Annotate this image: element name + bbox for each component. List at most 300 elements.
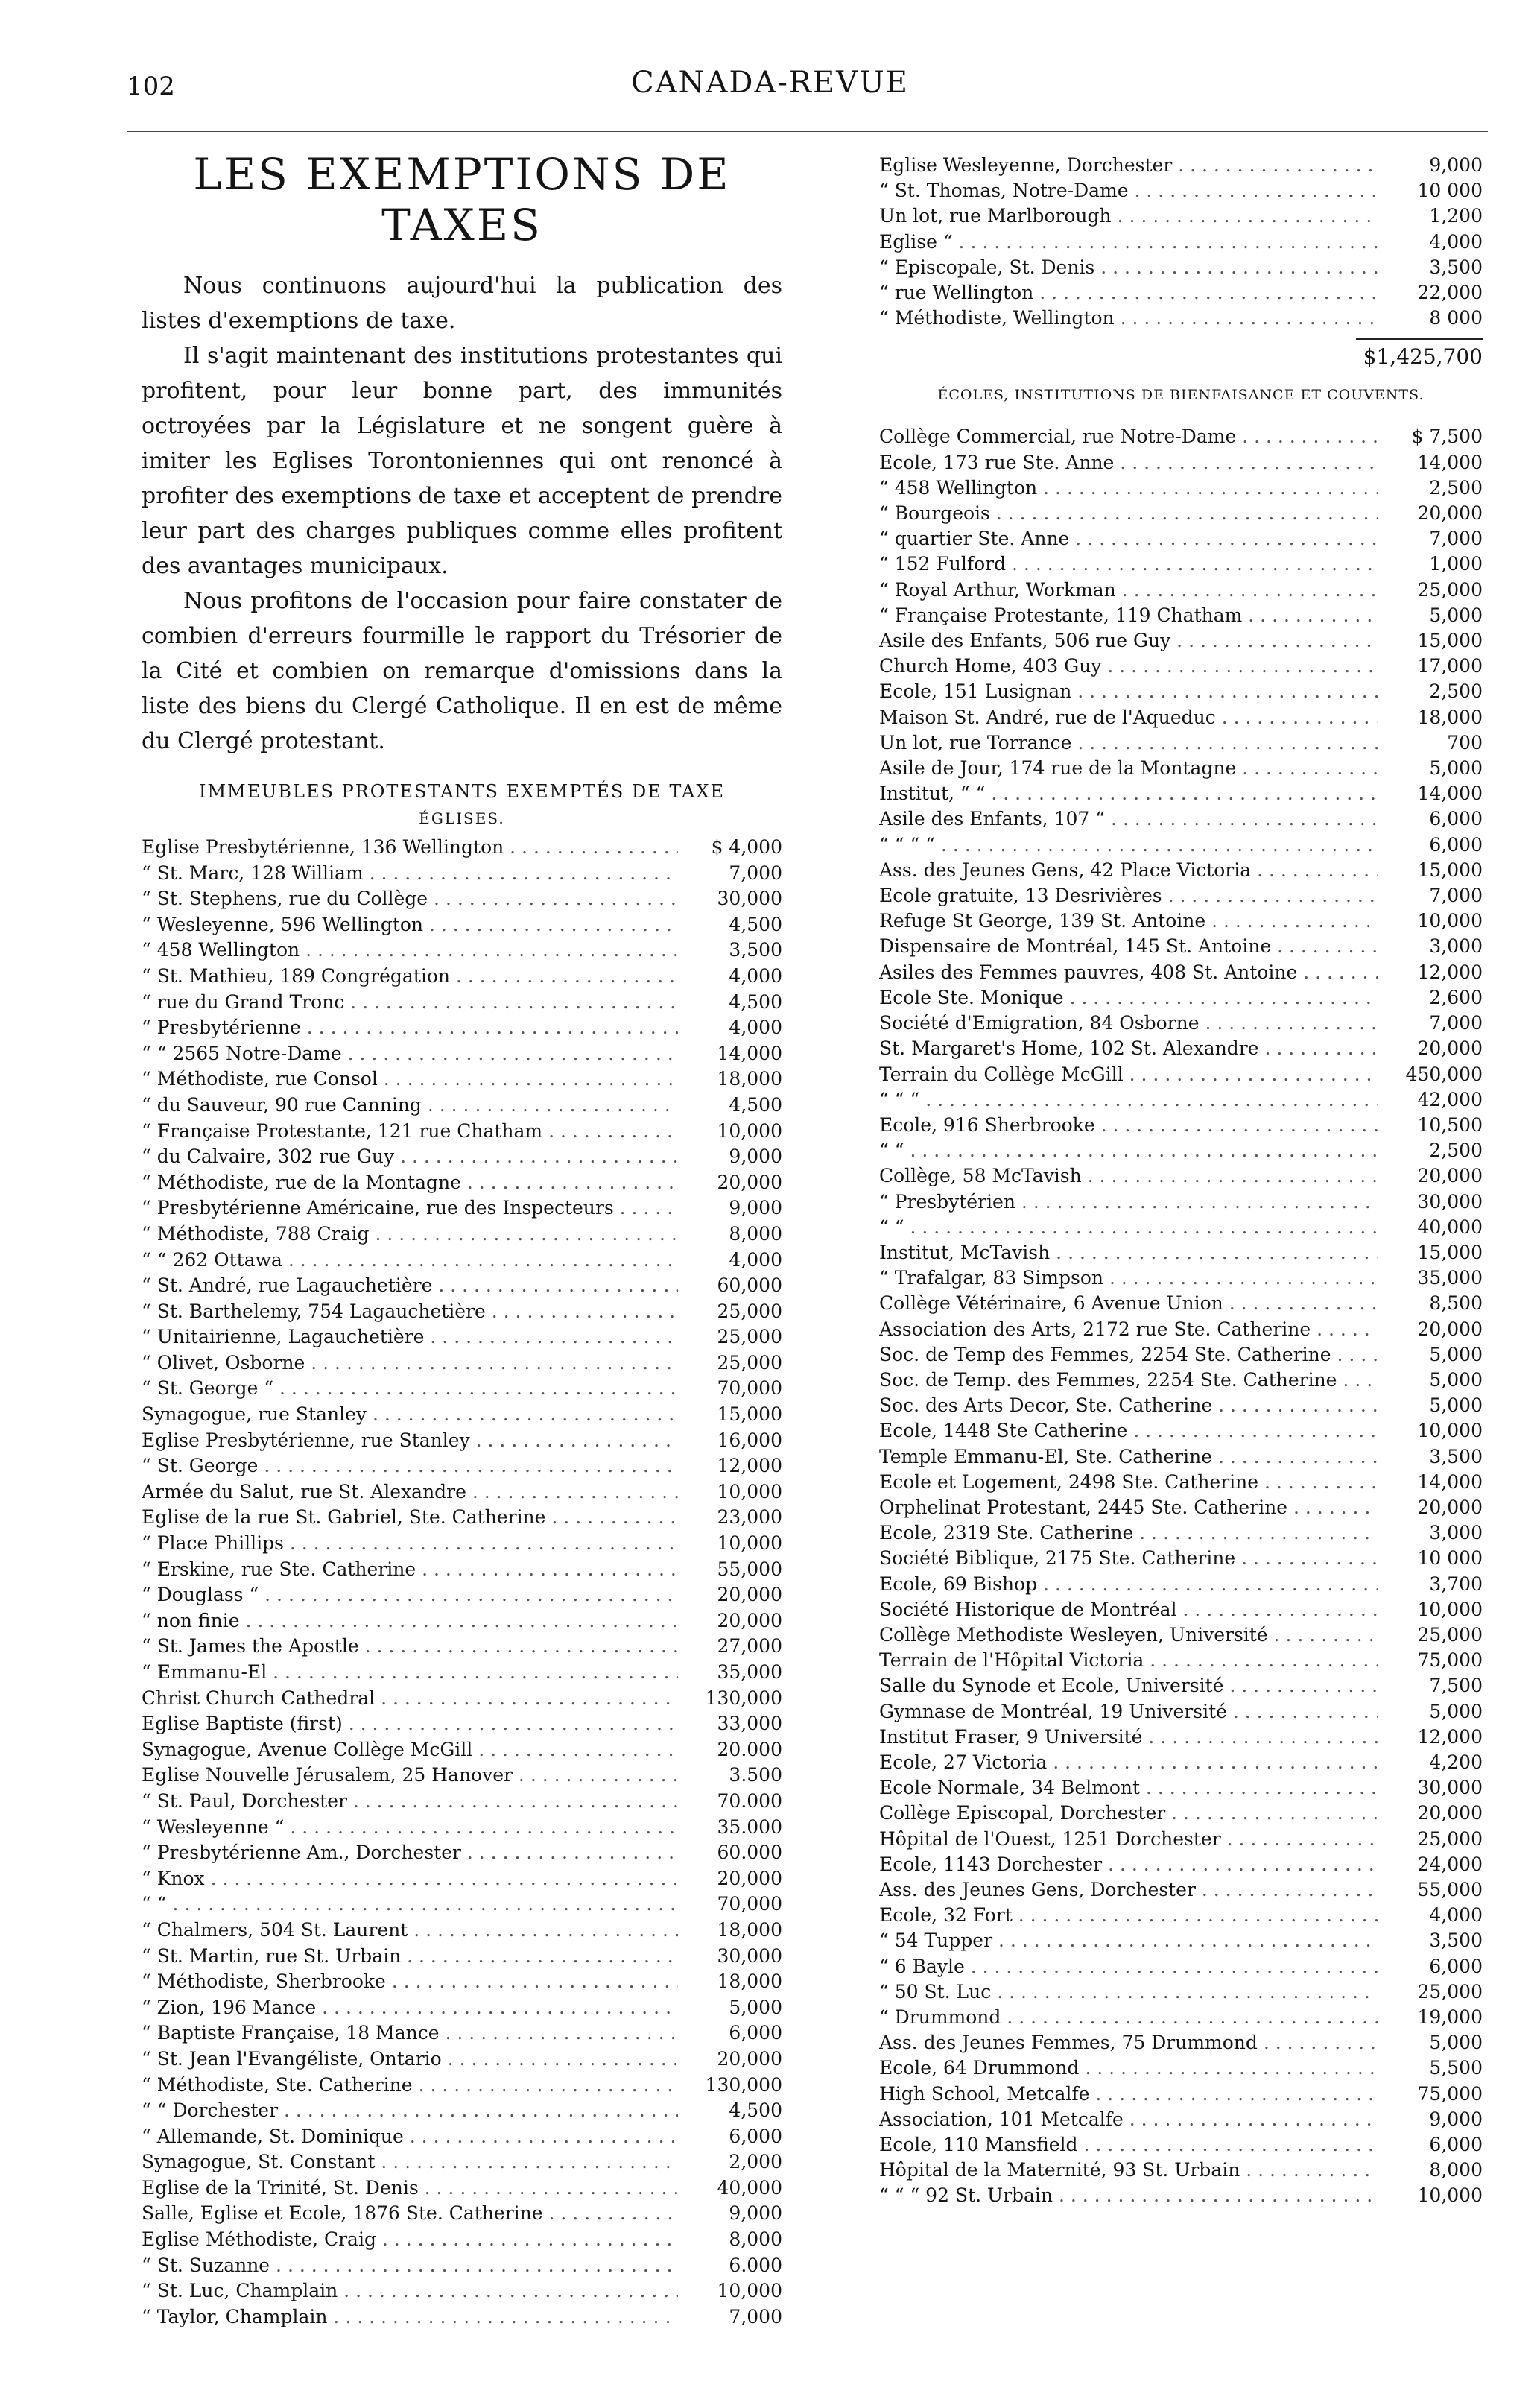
item-name: “ Bourgeois . . .	[879, 501, 1378, 526]
list-item	[879, 1036, 1483, 1061]
item-name: “ 50 St. Luc . . .	[879, 1979, 1378, 2005]
item-amount: 55,000	[1417, 1879, 1483, 1900]
item-amount: 20.000	[717, 1738, 782, 1760]
list-item	[142, 938, 782, 964]
schools-list	[879, 424, 1483, 2208]
item-name: Eglise Nouvelle Jérusalem, 25 Hanover . . .	[142, 1763, 678, 1789]
item-name: Eglise de la rue St. Gabriel, Ste. Catherine . . .	[142, 1505, 678, 1531]
item-name: “ du Calvaire, 302 rue Guy . . .	[142, 1144, 678, 1170]
item-name: Salle du Synode et Ecole, Université . . .	[879, 1673, 1378, 1698]
list-item	[879, 1011, 1483, 1036]
item-amount: 1,000	[1429, 553, 1483, 575]
item-name: “ “ “ 92 St. Urbain . . .	[879, 2183, 1378, 2208]
item-amount: 10,000	[717, 1119, 782, 1142]
item-name: Ecole, 110 Mansfield . . .	[879, 2132, 1378, 2158]
list-item	[879, 1470, 1483, 1495]
list-item	[142, 2149, 782, 2175]
list-item	[142, 1763, 782, 1789]
item-amount: 7,000	[1429, 528, 1483, 550]
list-item	[142, 2227, 782, 2253]
page-number: 102	[127, 72, 175, 101]
item-amount: 23,000	[717, 1506, 782, 1529]
item-amount: $ 4,000	[711, 836, 782, 858]
list-item	[879, 756, 1483, 781]
list-item	[142, 1815, 782, 1841]
list-item	[879, 2055, 1483, 2081]
item-name: “ Drummond . . .	[879, 2005, 1378, 2030]
item-name: Société Historique de Montréal . . .	[879, 1597, 1378, 1622]
list-item	[142, 1066, 782, 1093]
list-item	[142, 1453, 782, 1479]
item-name: “ St. Jean l'Evangéliste, Ontario . . .	[142, 2047, 678, 2073]
list-item	[879, 306, 1483, 331]
list-item	[879, 1979, 1483, 2005]
list-item	[142, 2124, 782, 2150]
item-amount: 25,000	[1417, 1827, 1483, 1850]
item-name: Un lot, rue Torrance . . .	[879, 730, 1378, 756]
list-item	[879, 1342, 1483, 1368]
list-item	[879, 908, 1483, 934]
item-amount: 7,000	[1429, 885, 1483, 907]
item-amount: 2,500	[1429, 680, 1483, 703]
item-amount: 30,000	[717, 888, 782, 910]
list-item	[879, 1368, 1483, 1393]
item-name: “ St. Mathieu, 189 Congrégation . . .	[142, 964, 678, 990]
item-name: “ Baptiste Française, 18 Mance . . .	[142, 2020, 678, 2047]
item-amount: 15,000	[1417, 859, 1483, 881]
list-item	[879, 1418, 1483, 1444]
item-name: Ass. des Jeunes Gens, 42 Place Victoria . . .	[879, 858, 1378, 883]
item-amount: 10,000	[717, 1532, 782, 1555]
item-name: Synagogue, Avenue Collège McGill . . .	[142, 1737, 678, 1763]
item-amount: 6.000	[729, 2254, 782, 2276]
item-amount: 3.500	[729, 1764, 782, 1786]
list-item	[879, 1877, 1483, 1903]
list-item	[879, 730, 1483, 756]
churches-total: $1,425,700	[1356, 338, 1483, 369]
item-name: Association, 101 Metcalfe . . .	[879, 2107, 1378, 2132]
item-amount: 6,000	[1429, 833, 1483, 856]
item-amount: 75,000	[1417, 2082, 1483, 2105]
item-name: “ Zion, 196 Mance . . .	[142, 1995, 678, 2021]
item-amount: 12,000	[717, 1455, 782, 1477]
list-item	[142, 1789, 782, 1815]
list-item	[879, 1750, 1483, 1775]
item-name: “ quartier Ste. Anne . . .	[879, 526, 1378, 552]
list-item	[879, 424, 1483, 449]
list-item	[879, 1444, 1483, 1470]
item-name: “ Méthodiste, Sherbrooke . . .	[142, 1969, 678, 1995]
list-item	[879, 1699, 1483, 1725]
item-amount: 2,500	[1429, 476, 1483, 499]
item-amount: 2,500	[1429, 1140, 1483, 1162]
item-name: Un lot, rue Marlborough . . .	[879, 203, 1378, 229]
list-item	[879, 280, 1483, 306]
paragraph-2: Il s'agit maintenant des institutions protestantes qui profitent, pour leur bonne part, des immunités octroyées par la Législature et ne songent guère à imiter les Eglises Torontoniennes qui ont renoncé à profiter des exemptions de taxe et acceptent de prendre leur part des charges publiques comme elles profitent des avantages municipaux.	[142, 343, 782, 579]
list-item	[142, 1376, 782, 1402]
list-item	[142, 1273, 782, 1299]
item-amount: 4,500	[729, 990, 782, 1013]
item-amount: 70.000	[717, 1789, 782, 1812]
item-amount: 4,000	[729, 1248, 782, 1271]
item-name: “ Méthodiste, rue de la Montagne . . .	[142, 1170, 678, 1196]
item-name: “ Emmanu-El . . .	[142, 1660, 678, 1686]
list-item	[879, 960, 1483, 985]
list-item	[142, 1892, 782, 1918]
item-amount: 10 000	[1417, 180, 1483, 202]
item-amount: 9,000	[729, 1197, 782, 1219]
list-item	[879, 1597, 1483, 1622]
paragraph-3: Nous profitons de l'occasion pour faire constater de combien d'erreurs fourmille le rapport du Trésorier de la Cité et combien on remarque d'omissions dans la liste des biens du Clergé Catholique. Il en est de même du Clergé protestant.	[142, 588, 782, 754]
item-amount: 14,000	[1417, 783, 1483, 805]
item-name: “ St. George “ . . .	[142, 1376, 678, 1402]
item-amount: 12,000	[1417, 1725, 1483, 1748]
item-name: “ Presbytérienne Am., Dorchester . . .	[142, 1840, 678, 1866]
item-amount: 3,500	[1429, 1930, 1483, 1952]
item-amount: 8,000	[1429, 2159, 1483, 2181]
item-name: Ecole, 2319 Ste. Catherine . . .	[879, 1520, 1378, 1546]
item-amount: 1,200	[1429, 205, 1483, 227]
list-item	[879, 781, 1483, 806]
item-amount: 3,000	[1429, 1522, 1483, 1544]
item-name: “ St. James the Apostle . . .	[142, 1634, 678, 1660]
item-amount: 130,000	[705, 2073, 782, 2096]
item-name: Société d'Emigration, 84 Osborne . . .	[879, 1011, 1378, 1036]
item-amount: 9,000	[729, 2202, 782, 2225]
list-item	[142, 1582, 782, 1608]
item-name: “ Erskine, rue Ste. Catherine . . .	[142, 1557, 678, 1583]
list-item	[142, 1299, 782, 1325]
item-name: Asile des Enfants, 506 rue Guy . . .	[879, 628, 1378, 654]
item-name: Ecole, 64 Drummond . . .	[879, 2055, 1378, 2081]
item-name: Collège Episcopal, Dorchester . . .	[879, 1801, 1378, 1826]
item-name: “ 458 Wellington . . .	[142, 938, 678, 964]
item-name: Eglise Presbytérienne, rue Stanley . . .	[142, 1428, 678, 1454]
item-amount: 3,500	[1429, 256, 1483, 278]
item-name: “ 6 Bayle . . .	[879, 1954, 1378, 1979]
item-amount: 10 000	[1417, 1547, 1483, 1570]
list-item	[142, 2020, 782, 2047]
item-amount: 18,000	[717, 1918, 782, 1941]
list-item	[879, 450, 1483, 475]
item-amount: 6,000	[1429, 2134, 1483, 2156]
item-name: Armée du Salut, rue St. Alexandre . . .	[142, 1479, 678, 1505]
list-item	[142, 2201, 782, 2227]
item-name: Eglise Baptiste (first) . . .	[142, 1711, 678, 1737]
item-name: Eglise Wesleyenne, Dorchester . . .	[879, 153, 1378, 178]
item-amount: 30,000	[1417, 1777, 1483, 1799]
item-name: Temple Emmanu-El, Ste. Catherine . . .	[879, 1444, 1378, 1470]
item-amount: 5,500	[1429, 2057, 1483, 2079]
item-amount: 10,000	[717, 2280, 782, 2302]
list-item	[879, 883, 1483, 908]
item-amount: 24,000	[1417, 1853, 1483, 1875]
list-item	[142, 2278, 782, 2304]
item-name: High School, Metcalfe . . .	[879, 2082, 1378, 2107]
list-item	[879, 1673, 1483, 1698]
item-name: Asile des Enfants, 107 “ . . .	[879, 806, 1378, 832]
list-item	[879, 475, 1483, 501]
item-amount: 6,000	[729, 2125, 782, 2147]
item-name: “ St. Luc, Champlain . . .	[142, 2278, 678, 2304]
list-item	[142, 1557, 782, 1583]
item-name: “ 458 Wellington . . .	[879, 475, 1378, 501]
list-item	[142, 1969, 782, 1995]
item-name: Société Biblique, 2175 Ste. Catherine . . .	[879, 1546, 1378, 1571]
item-amount: 30,000	[1417, 1190, 1483, 1213]
item-name: Ecole, 69 Bishop . . .	[879, 1572, 1378, 1597]
item-name: “ Wesleyenne “ . . .	[142, 1815, 678, 1841]
item-name: “ Méthodiste, rue Consol . . .	[142, 1066, 678, 1093]
item-amount: 35.000	[717, 1815, 782, 1838]
item-name: Hôpital de la Maternité, 93 St. Urbain . . .	[879, 2158, 1378, 2183]
item-name: Dispensaire de Montréal, 145 St. Antoine . . .	[879, 934, 1378, 959]
list-item	[142, 1737, 782, 1763]
item-amount: 5,000	[1429, 2032, 1483, 2054]
header-rule	[127, 131, 1488, 133]
item-name: Maison St. André, rue de l'Aqueduc . . .	[879, 705, 1378, 730]
item-amount: 4,500	[729, 2099, 782, 2122]
item-name: Christ Church Cathedral . . .	[142, 1686, 678, 1712]
list-item	[142, 964, 782, 990]
item-name: “ “ “ . . .	[879, 1087, 1378, 1113]
item-name: Terrain de l'Hôpital Victoria . . .	[879, 1648, 1378, 1673]
item-name: Refuge St George, 139 St. Antoine . . .	[879, 908, 1378, 934]
item-amount: 10,500	[1417, 1113, 1483, 1136]
item-amount: 5,000	[1429, 1394, 1483, 1417]
list-item	[142, 1041, 782, 1067]
item-amount: 40,000	[1417, 1216, 1483, 1238]
list-item	[879, 1265, 1483, 1291]
item-amount: 70,000	[717, 1893, 782, 1915]
list-item	[879, 679, 1483, 704]
item-name: “ Presbytérienne . . .	[142, 1015, 678, 1041]
item-amount: 20,000	[717, 2047, 782, 2070]
list-item	[879, 1827, 1483, 1852]
item-name: Ecole, 1448 Ste Catherine . . .	[879, 1418, 1378, 1444]
left-column	[142, 149, 782, 2330]
item-name: Collège Methodiste Wesleyen, Université . . .	[879, 1622, 1378, 1648]
item-amount: 40,000	[717, 2176, 782, 2199]
item-name: “ St. Stephens, rue du Collège . . .	[142, 886, 678, 912]
item-name: “ “ “ “ . . .	[879, 832, 1378, 858]
item-amount: 60.000	[717, 1842, 782, 1864]
list-item	[142, 1634, 782, 1660]
item-amount: 70,000	[717, 1377, 782, 1400]
item-name: “ St. Suzanne . . .	[142, 2253, 678, 2279]
list-item	[142, 2175, 782, 2202]
item-name: Ecole gratuite, 13 Desrivières . . .	[879, 883, 1378, 908]
list-item	[879, 501, 1483, 526]
list-item	[879, 1622, 1483, 1648]
item-name: “ St. Thomas, Notre-Dame . . .	[879, 178, 1378, 203]
list-item	[142, 1660, 782, 1686]
item-amount: 25,000	[717, 1326, 782, 1348]
item-amount: 20,000	[1417, 502, 1483, 525]
item-name: “ Taylor, Champlain . . .	[142, 2304, 678, 2330]
item-name: “ “ . . .	[142, 1892, 678, 1918]
item-name: Ecole, 32 Fort . . .	[879, 1903, 1378, 1928]
list-item	[142, 1995, 782, 2021]
item-amount: 20,000	[717, 1609, 782, 1631]
item-name: Eglise Méthodiste, Craig . . .	[142, 2227, 678, 2253]
item-amount: 6,000	[729, 2022, 782, 2044]
list-item	[142, 1119, 782, 1145]
item-amount: 130,000	[705, 1687, 782, 1709]
item-name: “ Presbytérienne Américaine, rue des Inspecteurs . . .	[142, 1195, 678, 1222]
right-column	[879, 153, 1483, 2209]
item-name: “ “ Dorchester . . .	[142, 2098, 678, 2124]
item-name: Eglise “ . . .	[879, 230, 1378, 255]
list-item	[142, 1324, 782, 1350]
item-amount: 4,000	[729, 1017, 782, 1039]
item-name: St. Margaret's Home, 102 St. Alexandre . . .	[879, 1036, 1378, 1061]
item-name: “ Française Protestante, 119 Chatham . . .	[879, 603, 1378, 628]
list-item	[879, 1215, 1483, 1240]
item-name: Ass. des Jeunes Femmes, 75 Drummond . . .	[879, 2030, 1378, 2055]
list-item	[879, 1801, 1483, 1826]
list-item	[879, 526, 1483, 552]
item-name: “ “ . . .	[879, 1215, 1378, 1240]
list-item	[879, 2005, 1483, 2030]
item-name: Church Home, 403 Guy . . .	[879, 654, 1378, 679]
item-amount: 7,000	[729, 862, 782, 884]
item-name: “ Méthodiste, Wellington . . .	[879, 306, 1378, 331]
list-item	[879, 1163, 1483, 1189]
list-item	[879, 153, 1483, 178]
list-item	[879, 1087, 1483, 1113]
list-item	[142, 1479, 782, 1505]
list-item	[142, 835, 782, 861]
item-amount: 3,000	[1429, 935, 1483, 958]
item-amount: 7,000	[729, 2305, 782, 2327]
list-item	[879, 934, 1483, 959]
list-item	[879, 832, 1483, 858]
item-name: “ Wesleyenne, 596 Wellington . . .	[142, 912, 678, 938]
list-item	[879, 1928, 1483, 1953]
item-amount: 25,000	[1417, 578, 1483, 601]
item-name: Ecole, 151 Lusignan . . .	[879, 679, 1378, 704]
list-item	[879, 203, 1483, 229]
list-item	[142, 2098, 782, 2124]
item-amount: 3,500	[1429, 1445, 1483, 1467]
list-item	[142, 2073, 782, 2099]
item-name: “ Unitairienne, Lagauchetière . . .	[142, 1324, 678, 1350]
item-amount: 25,000	[717, 1300, 782, 1322]
list-item	[142, 1195, 782, 1222]
item-name: Collège, 58 McTavish . . .	[879, 1163, 1378, 1189]
list-item	[142, 1144, 782, 1170]
list-item	[879, 603, 1483, 628]
item-name: Eglise de la Trinité, St. Denis . . .	[142, 2175, 678, 2202]
item-name: “ rue du Grand Tronc . . .	[142, 990, 678, 1016]
item-amount: 18,000	[717, 1971, 782, 1993]
list-item	[879, 1572, 1483, 1597]
item-name: Ecole, 1143 Dorchester . . .	[879, 1852, 1378, 1877]
item-amount: 20,000	[1417, 1165, 1483, 1187]
item-name: “ Place Phillips . . .	[142, 1531, 678, 1557]
list-item	[142, 1531, 782, 1557]
item-amount: 5,000	[1429, 1343, 1483, 1365]
item-amount: 9,000	[1429, 154, 1483, 176]
item-name: “ Royal Arthur, Workman . . .	[879, 578, 1378, 603]
item-amount: 12,000	[1417, 961, 1483, 983]
item-amount: 20,000	[717, 1584, 782, 1606]
list-item	[879, 1291, 1483, 1316]
item-amount: 4,000	[1429, 230, 1483, 253]
item-amount: 60,000	[717, 1274, 782, 1297]
item-name: Orphelinat Protestant, 2445 Ste. Catherine . . .	[879, 1495, 1378, 1520]
item-name: Gymnase de Montréal, 19 Université . . .	[879, 1699, 1378, 1725]
item-name: Asiles des Femmes pauvres, 408 St. Antoine . . .	[879, 960, 1378, 985]
list-item	[879, 2158, 1483, 2183]
list-item	[879, 2132, 1483, 2158]
item-amount: 7,500	[1429, 1675, 1483, 1697]
item-amount: 75,000	[1417, 1649, 1483, 1672]
item-name: “ Méthodiste, Ste. Catherine . . .	[142, 2073, 678, 2099]
item-amount: 700	[1447, 731, 1483, 753]
item-amount: 8,500	[1429, 1292, 1483, 1315]
item-name: Soc. de Temp. des Femmes, 2254 Ste. Catherine . . .	[879, 1368, 1378, 1393]
list-item	[879, 2030, 1483, 2055]
item-amount: 8,000	[729, 1222, 782, 1245]
item-amount: 55,000	[717, 1558, 782, 1580]
item-name: “ Chalmers, 504 St. Laurent . . .	[142, 1918, 678, 1944]
list-item	[142, 1711, 782, 1737]
list-item	[142, 2253, 782, 2279]
item-name: “ Knox . . .	[142, 1866, 678, 1892]
item-name: “ Méthodiste, 788 Craig . . .	[142, 1222, 678, 1248]
item-name: “ Allemande, St. Dominique . . .	[142, 2124, 678, 2150]
item-amount: 3,700	[1429, 1573, 1483, 1595]
list-item	[879, 552, 1483, 577]
list-item	[879, 1062, 1483, 1087]
item-name: Ecole, 916 Sherbrooke . . .	[879, 1113, 1378, 1138]
list-item	[879, 1903, 1483, 1928]
item-name: Collège Commercial, rue Notre-Dame . . .	[879, 424, 1378, 449]
item-amount: 20,000	[1417, 1802, 1483, 1824]
item-amount: 4,500	[729, 913, 782, 935]
list-item	[142, 1918, 782, 1944]
item-amount: 18,000	[717, 1068, 782, 1090]
list-item	[879, 1113, 1483, 1138]
item-name: Soc. des Arts Decor, Ste. Catherine . . .	[879, 1393, 1378, 1418]
item-amount: 10,000	[1417, 1420, 1483, 1442]
list-item	[142, 861, 782, 887]
item-amount: 9,000	[1429, 2108, 1483, 2130]
item-amount: 4,500	[729, 1093, 782, 1116]
item-amount: 25,000	[1417, 1980, 1483, 2003]
item-amount: 10,000	[717, 1480, 782, 1502]
item-name: “ St. Paul, Dorchester . . .	[142, 1789, 678, 1815]
list-item	[879, 1852, 1483, 1877]
item-name: Association des Arts, 2172 rue Ste. Catherine . . .	[879, 1317, 1378, 1342]
item-amount: 5,000	[1429, 1368, 1483, 1391]
list-item	[879, 705, 1483, 730]
item-amount: 9,000	[729, 1145, 782, 1168]
list-item	[879, 255, 1483, 280]
list-item	[879, 806, 1483, 832]
item-name: Ecole et Logement, 2498 Ste. Catherine . . .	[879, 1470, 1378, 1495]
list-item	[142, 2047, 782, 2073]
list-item	[879, 858, 1483, 883]
item-amount: 25,000	[717, 1351, 782, 1374]
item-amount: 10,000	[1417, 2184, 1483, 2207]
item-amount: 20,000	[717, 1171, 782, 1193]
list-item	[142, 1093, 782, 1119]
item-name: “ “ 2565 Notre-Dame . . .	[142, 1041, 678, 1067]
item-name: “ Trafalgar, 83 Simpson . . .	[879, 1265, 1378, 1291]
